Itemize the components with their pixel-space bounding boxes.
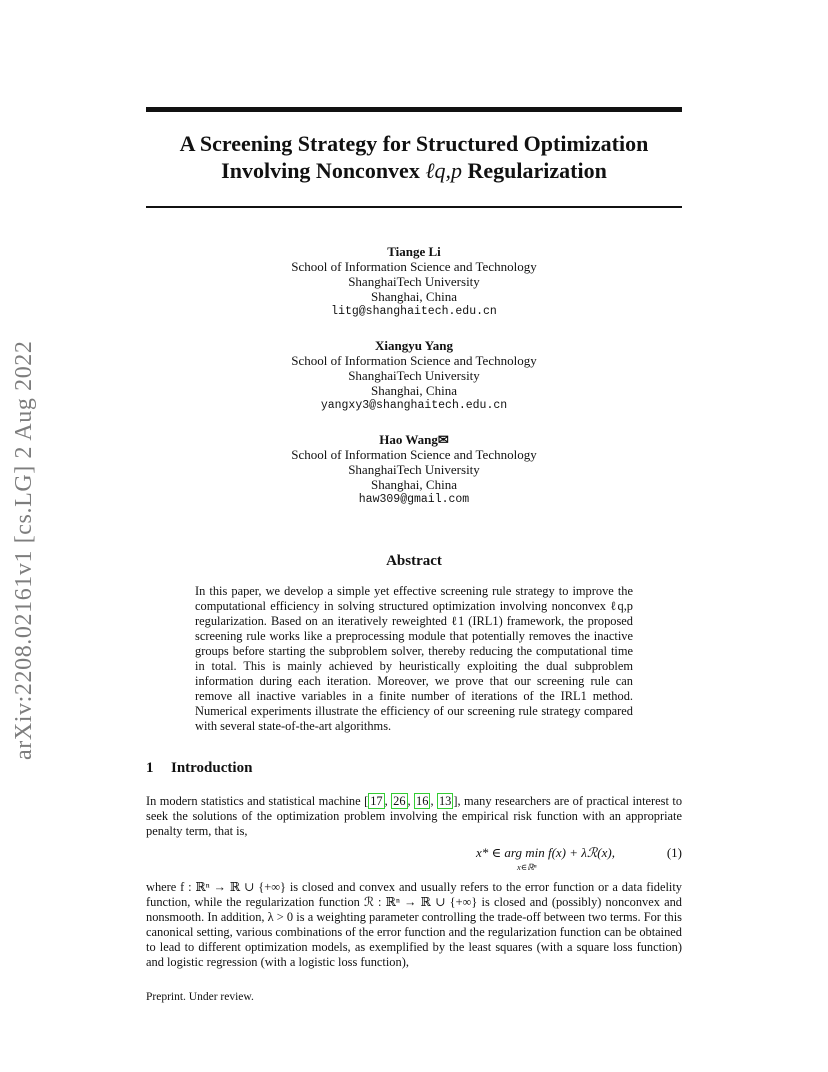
author-city: Shanghai, China <box>371 383 457 398</box>
author-name: Hao Wang✉ <box>379 432 449 447</box>
title-line-2: Involving Nonconvex ℓq,p Regularization <box>221 158 607 183</box>
paper-title <box>146 130 682 184</box>
author-email[interactable]: litg@shanghaitech.edu.cn <box>331 305 497 318</box>
citation-link[interactable]: 16 <box>416 794 429 808</box>
citation-link[interactable]: 13 <box>438 794 452 808</box>
author-university: ShanghaiTech University <box>348 368 480 383</box>
author-entry <box>200 432 628 507</box>
author-block <box>200 244 628 526</box>
author-city: Shanghai, China <box>371 477 457 492</box>
author-name: Xiangyu Yang <box>375 338 453 353</box>
author-affiliation: School of Information Science and Technology <box>291 447 537 462</box>
author-name: Tiange Li <box>387 244 441 259</box>
title-math: ℓq,p <box>425 158 462 183</box>
title-top-rule <box>146 107 682 112</box>
intro-paragraph-2: where f : ℝⁿ → ℝ ∪ {+∞} is closed and convex and usually refers to the error function or a data fidelity function, while the regularization function ℛ : ℝⁿ → ℝ ∪ {+∞} is closed and (possibly) nonconvex and nonsmooth. In addition, λ > 0 is a weighting parameter controlling the trade-off between two terms. For this canonical setting, various combinations of the error function and the regularization function can be obtained to lead to different optimization models, as exemplified by the least squares (with a square loss function) and logistic regression (with a logistic loss function), <box>146 880 682 969</box>
citation-link[interactable]: 17 <box>370 794 383 808</box>
author-affiliation: School of Information Science and Technology <box>291 259 537 274</box>
author-affiliation: School of Information Science and Technology <box>291 353 537 368</box>
section-heading <box>146 760 252 777</box>
author-entry <box>200 338 628 413</box>
equation-body: x* ∈ arg min f(x) + λℛ(x), <box>476 845 615 860</box>
citation-link[interactable]: 26 <box>393 794 406 808</box>
title-bottom-rule <box>146 206 682 208</box>
footer-note: Preprint. Under review. <box>146 991 254 1003</box>
section-number: 1 <box>146 760 154 776</box>
abstract-text: In this paper, we develop a simple yet effective screening rule strategy to improve the computational efficiency in solving structured optimization involving nonconvex ℓq,p regularization. Based on an iteratively reweighted ℓ1 (IRL1) framework, the proposed screening rule works like a preprocessing module that potentially removes the inactive groups before starting the subproblem solver, thereby reducing the computational time in total. This is mainly achieved by heuristically exploiting the dual subproblem information during each iteration. Moreover, we prove that our screening rule can remove all inactive variables in a finite number of iterations of the IRL1 method. Numerical experiments illustrate the efficiency of our screening rule strategy compared with several state-of-the-art algorithms. <box>195 584 633 733</box>
intro-paragraph-1: In modern statistics and statistical machine [ 17 , 26 , 16 , 13 ], many researchers are of practical interest to seek the solutions of the optimization problem involving the empirical risk function with an appropriate penalty term, that is, <box>146 794 683 838</box>
equation-1 <box>146 845 682 873</box>
author-city: Shanghai, China <box>371 289 457 304</box>
author-entry <box>200 244 628 319</box>
equation-number: (1) <box>666 845 682 860</box>
arxiv-identifier: arXiv:2208.02161v1 [cs.LG] 2 Aug 2022 <box>10 340 37 760</box>
equation-subscript: x∈ℝⁿ <box>517 862 537 872</box>
section-title: Introduction <box>171 760 253 776</box>
author-email[interactable]: haw309@gmail.com <box>358 493 470 506</box>
author-university: ShanghaiTech University <box>348 462 480 477</box>
author-email[interactable]: yangxy3@shanghaitech.edu.cn <box>320 399 508 412</box>
title-line-1: A Screening Strategy for Structured Optimization <box>179 131 649 156</box>
abstract-heading: Abstract <box>386 553 442 569</box>
author-university: ShanghaiTech University <box>348 274 480 289</box>
